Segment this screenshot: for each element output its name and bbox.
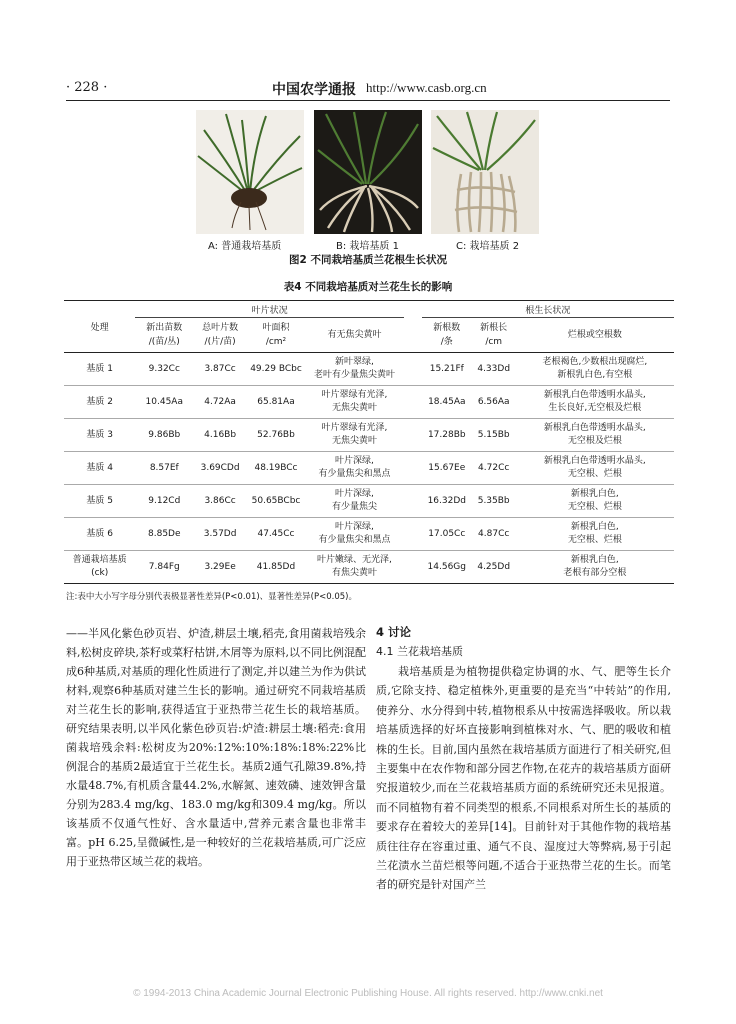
figure-caption-c: C: 栽培基质 2 — [456, 241, 520, 252]
right-column-paragraph: 栽培基质是为植物提供稳定协调的水、气、肥等生长介质,它除支持、稳定植株外,更重要的是充当“中转站”的作用,使养分、水分得到中转,植物根系从中按需选择吸收。所以栽培基质选择的好坏直接影响到植株对水、气、肥的吸收和植株的生长。目前,国内虽然在栽培基质方面进行了相关研究,但主要集中在农作物和部分园艺作物,在花卉的栽培基质方面研究报道较少,而在兰花栽培基质方面的系统研究还未见报道。而不同植物有着不同类型的根系,不同根系对所生长的基质的要求存在着较大的差异[14]。目前针对于其他作物的栽培基质往往存在容重过重、通气不良、湿度过大等弊病,易于引起兰花渍水兰苗烂根等问题,不适合于亚热带兰花的生长。而笔者的研究是针对国产兰 — [376, 665, 671, 892]
group-header-leaf: 叶片状况 — [135, 301, 404, 318]
table-row: 基质 6 8.85De 3.57Dd 47.45Cc 叶片深绿, 有少量焦尖和黑点 17.05Cc 4.87Cc 新根乳白色, 无空根、烂根 — [64, 518, 674, 551]
col-header: 叶面积 /cm² — [247, 318, 305, 353]
figure-caption-b: B: 栽培基质 1 — [336, 241, 399, 252]
group-header-root: 根生长状况 — [422, 301, 674, 318]
section-heading: 4 讨论 — [376, 625, 412, 639]
table-row: 普通栽培基质 (ck) 7.84Fg 3.29Ee 41.85Dd 叶片嫩绿、无光泽, 有焦尖黄叶 14.56Gg 4.25Dd 新根乳白色, 老根有部分空根 — [64, 551, 674, 584]
photo-panel-c — [431, 110, 539, 234]
table-note: 注:表中大小写字母分别代表极显著性差异(P<0.01)、显著性差异(P<0.05)。 — [66, 592, 357, 602]
figure-caption-a: A: 普通栽培基质 — [208, 241, 282, 252]
photo-panel-a — [196, 110, 304, 234]
plant-root-image-a — [196, 110, 304, 234]
page-number: · 228 · — [66, 80, 108, 95]
table-row: 基质 3 9.86Bb 4.16Bb 52.76Bb 叶片翠绿有光泽, 无焦尖黄叶 17.28Bb 5.15Bb 新根乳白色带透明水晶头, 无空根及烂根 — [64, 419, 674, 452]
table-row: 基质 5 9.12Cd 3.86Cc 50.65BCbc 叶片深绿, 有少量焦尖 16.32Dd 5.35Bb 新根乳白色, 无空根、烂根 — [64, 485, 674, 518]
table-row: 基质 1 9.32Cc 3.87Cc 49.29 BCbc 新叶翠绿, 老叶有少量焦尖黄叶 15.21Ff 4.33Dd 老根褐色,少数根出现腐烂, 新根乳白色,有空根 — [64, 353, 674, 386]
col-header: 总叶片数 /(片/苗) — [193, 318, 247, 353]
col-header-treatment: 处理 — [64, 301, 135, 353]
col-header: 烂根或空根数 — [516, 318, 674, 353]
copyright-footer: © 1994-2013 China Academic Journal Electronic Publishing House. All rights reserved. http://www.cnki.net — [133, 988, 603, 999]
table-row: 基质 4 8.57Ef 3.69CDd 48.19BCc 叶片深绿, 有少量焦尖和黑点 15.67Ee 4.72Cc 新根乳白色带透明水晶头, 无空根、烂根 — [64, 452, 674, 485]
results-table — [64, 300, 674, 584]
journal-url: http://www.casb.org.cn — [366, 80, 487, 95]
plant-root-image-b — [314, 110, 422, 234]
figure-title: 图2 不同栽培基质兰花根生长状况 — [289, 254, 447, 266]
photo-panel-b — [314, 110, 422, 234]
table-title: 表4 不同栽培基质对兰花生长的影响 — [283, 281, 453, 293]
journal-name: 中国农学通报 — [272, 82, 356, 98]
plant-root-image-c — [431, 110, 539, 234]
table-row: 基质 2 10.45Aa 4.72Aa 65.81Aa 叶片翠绿有光泽, 无焦尖黄叶 18.45Aa 6.56Aa 新根乳白色带透明水晶头, 生长良好,无空根及烂根 — [64, 386, 674, 419]
col-header: 有无焦尖黄叶 — [305, 318, 404, 353]
col-header: 新出苗数 /(苗/丛) — [135, 318, 193, 353]
col-header: 新根长 /cm — [472, 318, 516, 353]
left-column-paragraph: ——半风化紫色砂页岩、炉渣,耕层土壤,稻壳,食用菌栽培残余料,松树皮碎块,茶籽或菜籽枯饼,木屑等为原料,以不同比例混配成6种基质,对基质的理化性质进行了测定,并以建兰为作为供试材料,观察6种基质对建兰生长的影响。通过研究不同栽培基质对兰花生长的影响,获得适宜于亚热带兰花生长的栽培基质。研究结果表明,以半风化紫色砂页岩:炉渣:耕层土壤:稻壳:食用菌栽培残余料:松树皮为20%:12%:10%:18%:18%:22%比例混合的基质2最适宜于兰花生长。基质2通气孔隙39.8%,持水量48.7%,有机质含量44.2%,水解氮、速效磷、速效钾含量分别为283.4 mg/kg、183.0 mg/kg和309.4 mg/kg。所以该基质不仅通气性好、含水量适中,营养元素含量也非常丰富。pH 6.25,呈微碱性,是一种较好的兰花栽培基质,可广泛应用于亚热带区域兰花的栽培。 — [66, 627, 366, 868]
col-header: 新根数 /条 — [422, 318, 472, 353]
subsection-heading: 4.1 兰花栽培基质 — [376, 645, 463, 658]
running-header — [66, 78, 670, 101]
